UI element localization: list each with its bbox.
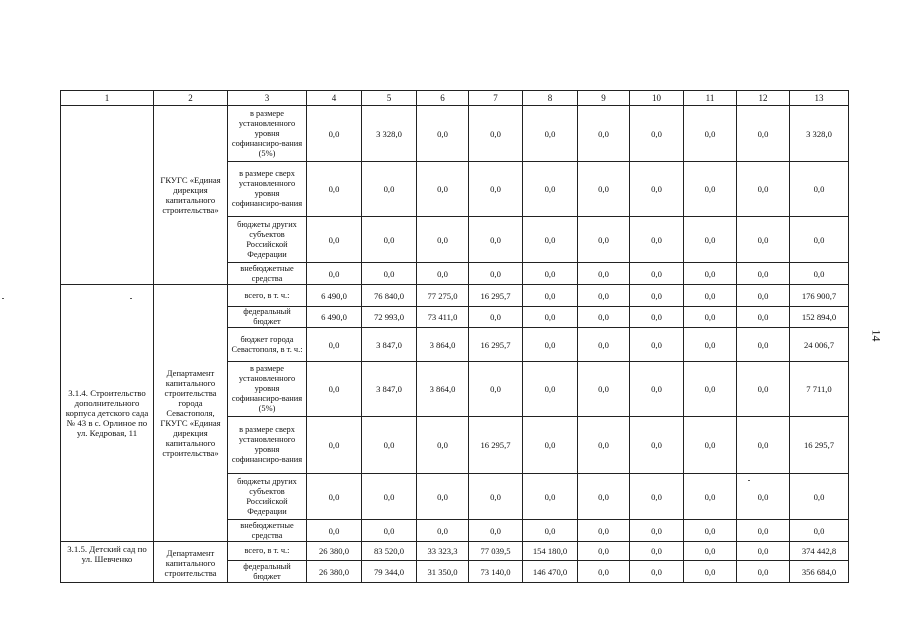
value-cell: 0,0 bbox=[684, 307, 737, 328]
header-cell: 10 bbox=[630, 91, 684, 106]
funding-source-cell: бюджеты других субъектов Российской Федерации bbox=[228, 474, 307, 520]
value-cell: 0,0 bbox=[737, 106, 790, 162]
item-name-cell: 3.1.4. Строительство дополнительного корпуса детского сада № 43 в с. Орлиное по ул. Кедровая, 11 bbox=[61, 285, 154, 542]
header-cell: 5 bbox=[362, 91, 417, 106]
value-cell: 0,0 bbox=[630, 561, 684, 583]
value-cell: 31 350,0 bbox=[417, 561, 469, 583]
scan-speck bbox=[748, 480, 750, 481]
total-value-cell: 176 900,7 bbox=[790, 285, 849, 307]
value-cell: 0,0 bbox=[630, 362, 684, 417]
funding-source-cell: федеральный бюджет bbox=[228, 307, 307, 328]
table-row bbox=[61, 285, 849, 307]
responsible-org-cell: Департамент капитального строительства bbox=[154, 542, 228, 583]
value-cell: 0,0 bbox=[578, 162, 630, 217]
value-cell: 0,0 bbox=[523, 263, 578, 285]
header-cell: 6 bbox=[417, 91, 469, 106]
header-row bbox=[61, 91, 849, 106]
item-name-cell: 3.1.5. Детский сад по ул. Шевченко bbox=[61, 542, 154, 583]
funding-source-cell: федеральный бюджет bbox=[228, 561, 307, 583]
total-value-cell: 16 295,7 bbox=[790, 417, 849, 474]
value-cell: 0,0 bbox=[469, 474, 523, 520]
value-cell: 0,0 bbox=[523, 106, 578, 162]
value-cell: 0,0 bbox=[630, 417, 684, 474]
value-cell: 0,0 bbox=[307, 474, 362, 520]
scan-speck bbox=[2, 298, 4, 299]
responsible-org-cell: Департамент капитального строительства города Севастополя, ГКУГС «Единая дирекция капитального строительства» bbox=[154, 285, 228, 542]
total-value-cell: 0,0 bbox=[790, 162, 849, 217]
value-cell: 0,0 bbox=[578, 520, 630, 542]
value-cell: 72 993,0 bbox=[362, 307, 417, 328]
value-cell: 0,0 bbox=[469, 307, 523, 328]
value-cell: 0,0 bbox=[417, 217, 469, 263]
value-cell: 0,0 bbox=[630, 217, 684, 263]
value-cell: 3 847,0 bbox=[362, 328, 417, 362]
item-name-cell bbox=[61, 106, 154, 285]
value-cell: 0,0 bbox=[469, 162, 523, 217]
value-cell: 0,0 bbox=[578, 561, 630, 583]
value-cell: 146 470,0 bbox=[523, 561, 578, 583]
value-cell: 0,0 bbox=[523, 307, 578, 328]
value-cell: 77 039,5 bbox=[469, 542, 523, 561]
value-cell: 0,0 bbox=[469, 362, 523, 417]
value-cell: 0,0 bbox=[578, 285, 630, 307]
funding-source-cell: в размере сверх установленного уровня софинансиро-вания bbox=[228, 162, 307, 217]
total-value-cell: 0,0 bbox=[790, 263, 849, 285]
funding-source-cell: бюджет города Севастополя, в т. ч.: bbox=[228, 328, 307, 362]
value-cell: 0,0 bbox=[737, 474, 790, 520]
value-cell: 0,0 bbox=[630, 263, 684, 285]
value-cell: 3 847,0 bbox=[362, 362, 417, 417]
value-cell: 33 323,3 bbox=[417, 542, 469, 561]
value-cell: 0,0 bbox=[417, 474, 469, 520]
value-cell: 77 275,0 bbox=[417, 285, 469, 307]
value-cell: 0,0 bbox=[469, 217, 523, 263]
table-row bbox=[61, 106, 849, 162]
value-cell: 16 295,7 bbox=[469, 417, 523, 474]
value-cell: 0,0 bbox=[737, 520, 790, 542]
value-cell: 0,0 bbox=[684, 285, 737, 307]
value-cell: 0,0 bbox=[578, 263, 630, 285]
value-cell: 73 140,0 bbox=[469, 561, 523, 583]
value-cell: 76 840,0 bbox=[362, 285, 417, 307]
value-cell: 0,0 bbox=[362, 162, 417, 217]
value-cell: 16 295,7 bbox=[469, 285, 523, 307]
value-cell: 0,0 bbox=[684, 520, 737, 542]
value-cell: 0,0 bbox=[523, 328, 578, 362]
value-cell: 0,0 bbox=[523, 520, 578, 542]
value-cell: 3 864,0 bbox=[417, 362, 469, 417]
header-cell: 4 bbox=[307, 91, 362, 106]
value-cell: 0,0 bbox=[417, 106, 469, 162]
value-cell: 0,0 bbox=[307, 520, 362, 542]
value-cell: 0,0 bbox=[737, 362, 790, 417]
value-cell: 0,0 bbox=[523, 285, 578, 307]
value-cell: 6 490,0 bbox=[307, 285, 362, 307]
total-value-cell: 374 442,8 bbox=[790, 542, 849, 561]
header-cell: 9 bbox=[578, 91, 630, 106]
value-cell: 79 344,0 bbox=[362, 561, 417, 583]
value-cell: 0,0 bbox=[630, 106, 684, 162]
value-cell: 0,0 bbox=[578, 217, 630, 263]
funding-source-cell: внебюджетные средства bbox=[228, 520, 307, 542]
total-value-cell: 7 711,0 bbox=[790, 362, 849, 417]
value-cell: 0,0 bbox=[362, 263, 417, 285]
value-cell: 0,0 bbox=[684, 561, 737, 583]
value-cell: 0,0 bbox=[578, 362, 630, 417]
value-cell: 0,0 bbox=[523, 217, 578, 263]
value-cell: 0,0 bbox=[630, 474, 684, 520]
value-cell: 0,0 bbox=[630, 307, 684, 328]
value-cell: 0,0 bbox=[684, 417, 737, 474]
value-cell: 0,0 bbox=[307, 263, 362, 285]
value-cell: 0,0 bbox=[307, 362, 362, 417]
value-cell: 0,0 bbox=[417, 263, 469, 285]
value-cell: 154 180,0 bbox=[523, 542, 578, 561]
value-cell: 16 295,7 bbox=[469, 328, 523, 362]
funding-source-cell: в размере установленного уровня софинансиро-вания (5%) bbox=[228, 106, 307, 162]
value-cell: 6 490,0 bbox=[307, 307, 362, 328]
header-cell: 13 bbox=[790, 91, 849, 106]
value-cell: 26 380,0 bbox=[307, 561, 362, 583]
value-cell: 0,0 bbox=[737, 217, 790, 263]
value-cell: 0,0 bbox=[307, 162, 362, 217]
value-cell: 0,0 bbox=[523, 474, 578, 520]
value-cell: 0,0 bbox=[469, 263, 523, 285]
value-cell: 0,0 bbox=[684, 474, 737, 520]
header-cell: 7 bbox=[469, 91, 523, 106]
value-cell: 0,0 bbox=[523, 362, 578, 417]
value-cell: 0,0 bbox=[737, 307, 790, 328]
value-cell: 0,0 bbox=[684, 328, 737, 362]
value-cell: 0,0 bbox=[362, 474, 417, 520]
header-cell: 11 bbox=[684, 91, 737, 106]
value-cell: 0,0 bbox=[578, 542, 630, 561]
scan-speck bbox=[130, 298, 132, 299]
value-cell: 0,0 bbox=[684, 217, 737, 263]
value-cell: 0,0 bbox=[578, 474, 630, 520]
value-cell: 0,0 bbox=[737, 417, 790, 474]
total-value-cell: 356 684,0 bbox=[790, 561, 849, 583]
value-cell: 0,0 bbox=[684, 263, 737, 285]
total-value-cell: 24 006,7 bbox=[790, 328, 849, 362]
value-cell: 0,0 bbox=[417, 162, 469, 217]
value-cell: 0,0 bbox=[737, 328, 790, 362]
header-cell: 3 bbox=[228, 91, 307, 106]
value-cell: 0,0 bbox=[578, 307, 630, 328]
value-cell: 3 864,0 bbox=[417, 328, 469, 362]
header-cell: 12 bbox=[737, 91, 790, 106]
value-cell: 0,0 bbox=[362, 417, 417, 474]
total-value-cell: 0,0 bbox=[790, 217, 849, 263]
value-cell: 0,0 bbox=[307, 417, 362, 474]
budget-table bbox=[60, 90, 849, 583]
funding-source-cell: всего, в т. ч.: bbox=[228, 285, 307, 307]
value-cell: 0,0 bbox=[578, 328, 630, 362]
table-body bbox=[61, 91, 849, 583]
value-cell: 0,0 bbox=[417, 520, 469, 542]
value-cell: 0,0 bbox=[469, 106, 523, 162]
total-value-cell: 0,0 bbox=[790, 520, 849, 542]
value-cell: 0,0 bbox=[630, 285, 684, 307]
value-cell: 0,0 bbox=[417, 417, 469, 474]
total-value-cell: 152 894,0 bbox=[790, 307, 849, 328]
value-cell: 0,0 bbox=[630, 520, 684, 542]
value-cell: 0,0 bbox=[523, 417, 578, 474]
value-cell: 0,0 bbox=[362, 217, 417, 263]
value-cell: 0,0 bbox=[469, 520, 523, 542]
value-cell: 3 328,0 bbox=[362, 106, 417, 162]
funding-source-cell: всего, в т. ч.: bbox=[228, 542, 307, 561]
value-cell: 26 380,0 bbox=[307, 542, 362, 561]
value-cell: 0,0 bbox=[630, 162, 684, 217]
value-cell: 0,0 bbox=[362, 520, 417, 542]
value-cell: 0,0 bbox=[737, 285, 790, 307]
total-value-cell: 3 328,0 bbox=[790, 106, 849, 162]
value-cell: 0,0 bbox=[737, 162, 790, 217]
value-cell: 73 411,0 bbox=[417, 307, 469, 328]
value-cell: 0,0 bbox=[578, 417, 630, 474]
value-cell: 0,0 bbox=[630, 328, 684, 362]
value-cell: 0,0 bbox=[307, 328, 362, 362]
value-cell: 0,0 bbox=[737, 263, 790, 285]
value-cell: 0,0 bbox=[523, 162, 578, 217]
table-row bbox=[61, 542, 849, 561]
value-cell: 0,0 bbox=[307, 217, 362, 263]
header-cell: 8 bbox=[523, 91, 578, 106]
funding-source-cell: внебюджетные средства bbox=[228, 263, 307, 285]
value-cell: 0,0 bbox=[684, 362, 737, 417]
value-cell: 0,0 bbox=[737, 561, 790, 583]
page-number: 14 bbox=[869, 329, 884, 342]
value-cell: 0,0 bbox=[307, 106, 362, 162]
funding-source-cell: в размере сверх установленного уровня софинансиро-вания bbox=[228, 417, 307, 474]
value-cell: 0,0 bbox=[684, 106, 737, 162]
total-value-cell: 0,0 bbox=[790, 474, 849, 520]
header-cell: 2 bbox=[154, 91, 228, 106]
value-cell: 0,0 bbox=[737, 542, 790, 561]
value-cell: 0,0 bbox=[578, 106, 630, 162]
funding-source-cell: бюджеты других субъектов Российской Федерации bbox=[228, 217, 307, 263]
funding-source-cell: в размере установленного уровня софинансиро-вания (5%) bbox=[228, 362, 307, 417]
value-cell: 0,0 bbox=[630, 542, 684, 561]
header-cell: 1 bbox=[61, 91, 154, 106]
responsible-org-cell: ГКУГС «Единая дирекция капитального строительства» bbox=[154, 106, 228, 285]
value-cell: 0,0 bbox=[684, 542, 737, 561]
value-cell: 83 520,0 bbox=[362, 542, 417, 561]
value-cell: 0,0 bbox=[684, 162, 737, 217]
